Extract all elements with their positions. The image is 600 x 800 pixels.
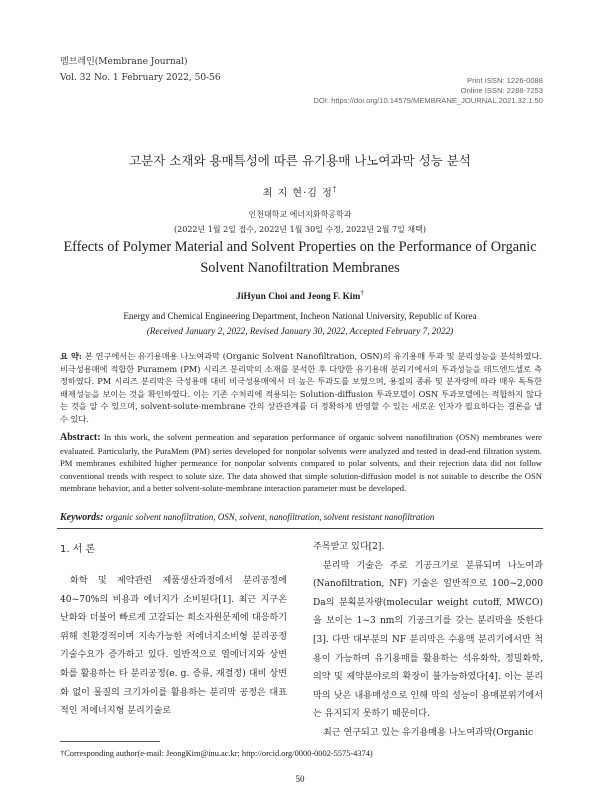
abstract-korean-text: 본 연구에서는 유기용매용 나노여과막 (Organic Solvent Nanofiltration, OSN)의 유기용매 투과 및 분리성능을 분석하였다. 비극성용매에 적합한 Puramem (PM) 시리즈 분리막의 소재를 분석한 후 다양한 유기용매 분리기에서의 투과성능을 데드엔드셀로 측정하였다. PM 시리즈 분리막은 극성용매 대비 비극성용매에서 더 높은 투과도를 보였으며, 용질의 종류 및 분자량에 따라 매우 독특한 배제성능을 보이는 것을 확인하였다. 이는 기존 수처리에 적용되는 Solution-diffusion 투과모델이 OSN 투과모델에는 적합하지 않다는 것을 알 수 있으며, solvent-solute-membrane 간의 상관관계를 더 정확하게 반영할 수 있는 새로운 인자가 필요하다는 결론을 낼 수 있다. xyxy=(60,351,542,424)
title-korean: 고분자 소재와 용매특성에 따른 유기용매 나노여과막 성능 분석 xyxy=(129,153,471,168)
abstract-korean xyxy=(60,350,542,426)
keywords xyxy=(60,512,542,523)
intro-paragraph-2: 분리막 기술은 주로 기공크기로 분류되며 나노여과(Nanofiltration, NF) 기술은 일반적으로 100~2,000 Da의 분획분자량(molecular weight cutoff, MWCO)을 보이는 1~3 nm의 기공크기를 갖는 분리막을 뜻한다[3]. 다만 대부분의 NF 분리막은 수용액 분리기에서만 적용이 가능하며 유기용매를 활용하는 석유화학, 정밀화학, 의약 및 제약분야로의 확장이 불가능하였다[4]. 이는 분리막의 낮은 내용매성으로 인해 막의 성능이 용매분위기에서는 유지되지 못하기 때문이다. xyxy=(313,560,543,720)
keywords-text: organic solvent nanofiltration, OSN, solvent, nanofiltration, solvent resistant nanofiltration xyxy=(105,512,435,522)
issn-block xyxy=(313,76,543,106)
journal-issue: Vol. 32 No. 1 February 2022, 50-56 xyxy=(60,73,221,83)
online-issn: Online ISSN: 2288-7253 xyxy=(460,86,543,95)
intro-paragraph-1: 화학 및 제약관련 제품생산과정에서 분리공정에 40~70%의 비용과 에너지가 소비된다[1]. 최근 지구온난화와 더불어 빠르게 고갈되는 희소자원문제에 대응하기 위해 친환경적이며 지속가능한 저에너지소비형 분리공정 기술수요가 증가하고 있다. 일반적으로 열에너지와 상변화를 활용하는 타 분리공정(e. g. 증류, 재결정) 대비 상변화 없이 물질의 크기차이를 활용하는 분리막 공정은 대표적인 저에너지형 분리기술로 xyxy=(60,576,287,717)
doi-link[interactable]: DOI: https://doi.org/10.14579/MEMBRANE_JOURNAL.2021.32.1.50 xyxy=(313,96,543,105)
abstract-english xyxy=(60,431,542,495)
authors-korean xyxy=(0,184,600,199)
authors-english xyxy=(0,289,600,302)
abstract-korean-label: 요 약: xyxy=(60,351,82,361)
print-issn: Print ISSN: 1226-0088 xyxy=(467,76,543,85)
abstract-english-text: In this work, the solvent permeation and separation performance of organic solvent nanofiltration (OSN) membranes were evaluated. Particularly, the PuraMem (PM) series developed for nonpolar solvents were analyzed and tested in dead-end filtration system. PM membranes exhibited higher permeance for nonpolar solvents compared to polar solvents, and their rejection data did not follow conventional trends with respect to solute size. The data showed that simple solution-diffusion model is not suitable to describe the OSN membrane behavior, and a better solvent-solute-membrane interaction parameter must be developed. xyxy=(60,432,542,493)
authors-english-names: JiHyun Choi and Jeong F. Kim xyxy=(236,292,361,303)
received-dates-english: (Received January 2, 2022, Revised January 30, 2022, Accepted February 7, 2022) xyxy=(146,326,454,336)
authors-korean-names: 최 지 현·김 정 xyxy=(262,188,333,199)
footnote-corresponding-author: †Corresponding author(e-mail: JeongKim@inu.ac.kr; http://orcid.org/0000-0002-5575-4374) xyxy=(60,749,373,758)
keywords-label: Keywords: xyxy=(60,512,104,523)
intro-paragraph-3: 최근 연구되고 있는 유기용매용 나노여과막(Organic xyxy=(323,727,534,738)
affiliation-korean xyxy=(0,207,600,237)
dagger-mark: † xyxy=(332,185,338,194)
footnote-rule xyxy=(60,741,160,742)
journal-name: 멤브레인(Membrane Journal) xyxy=(60,57,188,67)
page-number: 50 xyxy=(295,774,305,784)
body-column-right xyxy=(313,538,543,743)
title-english: Effects of Polymer Material and Solvent Properties on the Performance of Organic Solvent Nanofiltration Membranes xyxy=(63,239,537,276)
affiliation-english-text: Energy and Chemical Engineering Department, Incheon National University, Republic of Korea xyxy=(123,311,477,321)
affiliation-korean-text: 인천대학교 에너지화학공학과 xyxy=(248,210,352,219)
divider-rule xyxy=(57,528,543,529)
journal-header xyxy=(60,54,221,86)
dagger-mark-en: † xyxy=(360,289,364,297)
affiliation-english xyxy=(0,309,600,339)
received-dates-korean: (2022년 1월 2일 접수, 2022년 1월 30일 수정, 2022년 2월 7일 채택) xyxy=(174,225,426,234)
abstract-english-label: Abstract: xyxy=(60,432,101,443)
intro-paragraph-1-end: 주목받고 있다[2]. xyxy=(313,542,385,552)
body-column-left xyxy=(60,572,287,721)
section-1-heading: 1. 서 론 xyxy=(60,544,96,555)
